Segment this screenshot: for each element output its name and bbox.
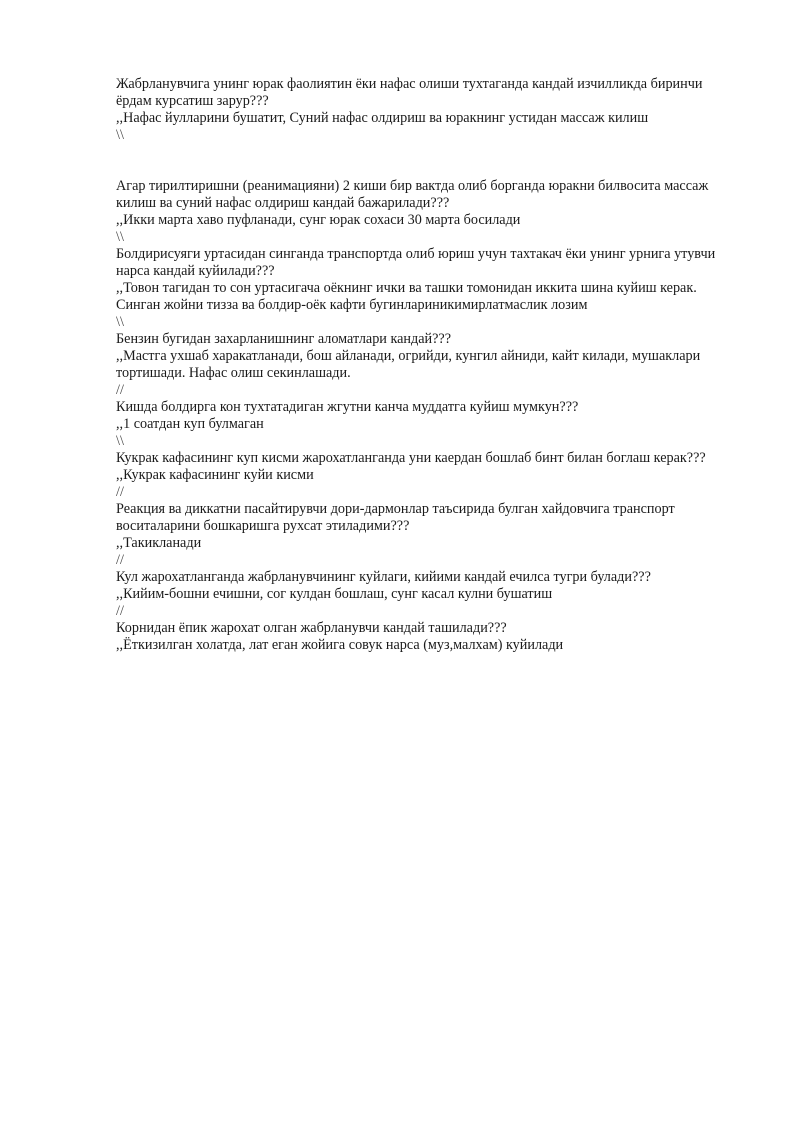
question-line: Кишда болдирга кон тухтатадиган жгутни канча муддатга куйиш мумкун???: [116, 399, 579, 415]
answer-line: тортишади. Нафас олиш секинлашади.: [116, 365, 351, 381]
separator: //: [116, 484, 124, 500]
question-line: Корнидан ёпик жарохат олган жабрланувчи кандай ташилади???: [116, 620, 507, 636]
question-line: Кул жарохатланганда жабрланувчининг куйлаги, кийими кандай ечилса тугри булади???: [116, 569, 651, 585]
question-line: Бензин бугидан захарланишнинг аломатлари кандай???: [116, 331, 452, 347]
qa-block: [116, 620, 756, 654]
question-line: килиш ва суний нафас олдириш кандай бажарилади???: [116, 195, 450, 211]
separator: //: [116, 382, 124, 398]
question-line: Болдирисуяги уртасидан синганда транспортда олиб юриш учун тахтакач ёки унинг урнига утувчи: [116, 246, 716, 262]
question-line: Кукрак кафасининг куп кисми жарохатланганда уни каердан бошлаб бинт билан боглаш керак???: [116, 450, 706, 466]
question-line: ёрдам курсатиш зарур???: [116, 93, 269, 109]
answer-line: ,,Кукрак кафасининг куйи кисми: [116, 467, 314, 483]
answer-line: ,,Ёткизилган холатда, лат еган жойига совук нарса (муз,малхам) куйилади: [116, 637, 564, 653]
qa-block: [116, 76, 756, 144]
separator: //: [116, 552, 124, 568]
qa-block: [116, 569, 756, 620]
answer-line: ,,Такикланади: [116, 535, 202, 551]
answer-line: Синган жойни тизза ва болдир-оёк кафти бугинлариникимирлатмаслик лозим: [116, 297, 588, 313]
answer-line: ,,Икки марта хаво пуфланади, сунг юрак сохаси 30 марта босилади: [116, 212, 521, 228]
qa-block: [116, 178, 756, 246]
question-line: Реакция ва диккатни пасайтирувчи дори-дармонлар таъсирида булган хайдовчига транспорт: [116, 501, 675, 517]
question-line: воситаларини бошкаришга рухсат этиладими???: [116, 518, 410, 534]
separator: \\: [116, 127, 124, 143]
qa-block: [116, 450, 756, 501]
document-body: [116, 76, 756, 654]
answer-line: ,,Товон тагидан то сон уртасигача оёкнинг ички ва ташки томонидан иккита шина куйиш керак.: [116, 280, 697, 296]
answer-line: ,,1 соатдан куп булмаган: [116, 416, 264, 432]
answer-line: ,,Нафас йулларини бушатит, Суний нафас олдириш ва юракнинг устидан массаж килиш: [116, 110, 649, 126]
blank-gap: [116, 144, 756, 178]
separator: \\: [116, 433, 124, 449]
question-line: Жабрланувчига унинг юрак фаолиятин ёки нафас олиши тухтаганда кандай изчилликда биринчи: [116, 76, 703, 92]
question-line: Агар тирилтиришни (реанимацияни) 2 киши бир вактда олиб борганда юракни билвосита массаж: [116, 178, 709, 194]
separator: \\: [116, 314, 124, 330]
separator: \\: [116, 229, 124, 245]
answer-line: ,,Мастга ухшаб харакатланади, бош айланади, огрийди, кунгил айниди, кайт килади, мушаклари: [116, 348, 701, 364]
qa-block: [116, 246, 756, 331]
qa-block: [116, 399, 756, 450]
question-line: нарса кандай куйилади???: [116, 263, 275, 279]
answer-line: ,,Кийим-бошни ечишни, сог кулдан бошлаш, сунг касал кулни бушатиш: [116, 586, 553, 602]
qa-block: [116, 331, 756, 399]
separator: //: [116, 603, 124, 619]
qa-block: [116, 501, 756, 569]
